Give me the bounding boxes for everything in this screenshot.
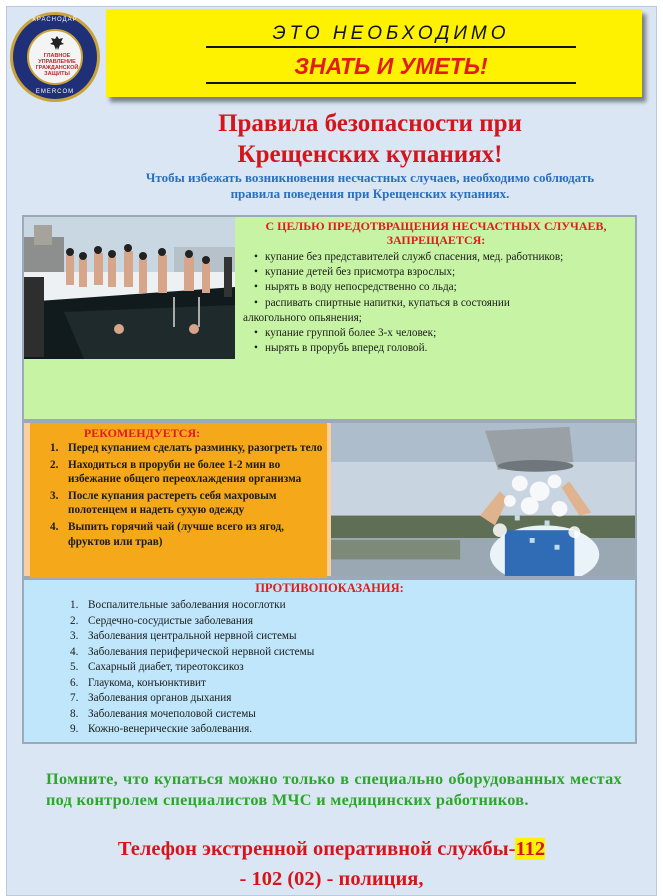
list-text: После купания растереть себя махровым полотенцем и надеть сухую одежду bbox=[68, 489, 277, 517]
page-subtitle: Чтобы избежать возникновения несчастных случаев, необходимо соблюдать правила поведения при Крещенских купаниях. bbox=[145, 170, 595, 201]
ice-bucket-photo bbox=[331, 421, 637, 578]
list-item bbox=[70, 707, 570, 723]
list-text: Сахарный диабет, тиреотоксикоз bbox=[88, 661, 244, 673]
recommended-list bbox=[50, 441, 326, 551]
list-item: • купание группой более 3-х человек; bbox=[254, 326, 634, 341]
logo-inner-circle bbox=[27, 29, 83, 85]
list-item bbox=[70, 645, 570, 661]
list-item bbox=[50, 441, 326, 456]
logo-center-text: ГЛАВНОЕ УПРАВЛЕНИЕ ГРАЖДАНСКОЙ ЗАЩИТЫ bbox=[35, 53, 79, 77]
list-number: 4. bbox=[70, 645, 79, 658]
list-text: Кожно-венерические заболевания. bbox=[88, 723, 253, 735]
list-number: 3. bbox=[70, 630, 79, 642]
list-item bbox=[70, 676, 570, 692]
contraindications-heading: ПРОТИВОПОКАЗАНИЯ: bbox=[255, 581, 404, 595]
recommended-section bbox=[22, 421, 331, 578]
prohibited-list bbox=[243, 250, 634, 356]
list-text: Выпить горячий чай (лучше всего из ягод, фруктов или трав) bbox=[68, 520, 284, 548]
logo-ring-top-text: КРАСНОДАР bbox=[32, 17, 78, 23]
banner-line-1: ЭТО НЕОБХОДИМО bbox=[206, 23, 576, 48]
list-item bbox=[70, 660, 570, 676]
list-text: Сердечно-сосудистые заболевания bbox=[88, 614, 253, 627]
logo-ring-bottom-text: EMERCOM bbox=[35, 89, 75, 95]
list-number: 3. bbox=[50, 489, 59, 502]
police-phone-line: - 102 (02) - полиция, bbox=[239, 868, 424, 890]
recommended-panel bbox=[30, 423, 327, 578]
emblem-logo bbox=[10, 12, 100, 102]
contraindications-section bbox=[22, 578, 637, 744]
prohibited-section bbox=[22, 215, 637, 421]
list-number: 6. bbox=[70, 676, 79, 689]
list-item: • купание без представителей служб спасения, мед. работников; bbox=[254, 250, 634, 265]
list-item: алкогольного опьянения; bbox=[243, 311, 362, 324]
prohibited-heading-line-2: ЗАПРЕЩАЕТСЯ: bbox=[386, 233, 486, 247]
list-number: 2. bbox=[70, 614, 79, 627]
list-item bbox=[70, 598, 570, 614]
list-text: Заболевания центральной нервной системы bbox=[88, 630, 297, 642]
emergency-phone-label: Телефон экстренной оперативной службы- bbox=[117, 838, 516, 860]
list-item bbox=[70, 629, 570, 645]
list-number: 1. bbox=[70, 599, 79, 611]
prohibited-heading bbox=[237, 219, 635, 247]
reminder-text: Помните, что купаться можно только в специально оборудованных местах под контролем специалистов МЧС и медицинских работников. bbox=[46, 769, 622, 809]
list-item: • нырять в прорубь вперед головой. bbox=[254, 341, 634, 356]
list-number: 7. bbox=[70, 692, 79, 704]
emergency-phone-line bbox=[0, 838, 663, 861]
emergency-phone-number: 112 bbox=[515, 838, 546, 860]
list-number: 5. bbox=[70, 661, 79, 673]
eagle-icon bbox=[49, 35, 65, 51]
list-number: 8. bbox=[70, 707, 79, 720]
list-number: 9. bbox=[70, 723, 79, 735]
list-item bbox=[70, 691, 570, 707]
list-text: Глаукома, конъюнктивит bbox=[88, 676, 206, 689]
list-number: 2. bbox=[50, 458, 59, 471]
contraindications-list bbox=[70, 598, 570, 738]
list-item bbox=[70, 722, 570, 738]
list-item bbox=[50, 489, 326, 518]
list-text: Находиться в проруби не более 1-2 мин во избежание общего переохлаждения организма bbox=[68, 458, 302, 486]
list-number: 4. bbox=[50, 520, 59, 533]
title-line-1: Правила безопасности при bbox=[218, 110, 522, 137]
list-text: Заболевания мочеполовой системы bbox=[88, 707, 256, 720]
list-item: • купание детей без присмотра взрослых; bbox=[254, 265, 634, 280]
list-item: • распивать спиртные напитки, купаться в состоянии bbox=[254, 296, 634, 311]
list-item: • нырять в воду непосредственно со льда; bbox=[254, 280, 634, 295]
list-item bbox=[50, 458, 326, 487]
list-text: Перед купанием сделать разминку, разогреть тело bbox=[68, 442, 323, 454]
list-text: Заболевания периферической нервной системы bbox=[88, 645, 315, 658]
list-item bbox=[50, 520, 326, 549]
banner-line-2: ЗНАТЬ И УМЕТЬ! bbox=[206, 53, 576, 84]
header-banner bbox=[106, 9, 642, 97]
title-line-2: Крещенских купаниях! bbox=[237, 141, 503, 168]
list-text: Воспалительные заболевания носоглотки bbox=[88, 599, 286, 611]
prohibited-heading-line-1: С ЦЕЛЬЮ ПРЕДОТВРАЩЕНИЯ НЕСЧАСТНЫХ СЛУЧАЕВ, bbox=[265, 219, 607, 233]
list-number: 1. bbox=[50, 442, 59, 454]
list-text: Заболевания органов дыхания bbox=[88, 692, 232, 704]
list-item bbox=[70, 614, 570, 630]
page-title bbox=[170, 108, 570, 170]
recommended-heading: РЕКОМЕНДУЕТСЯ: bbox=[83, 426, 201, 440]
ice-swimming-crowd-photo bbox=[24, 217, 235, 359]
